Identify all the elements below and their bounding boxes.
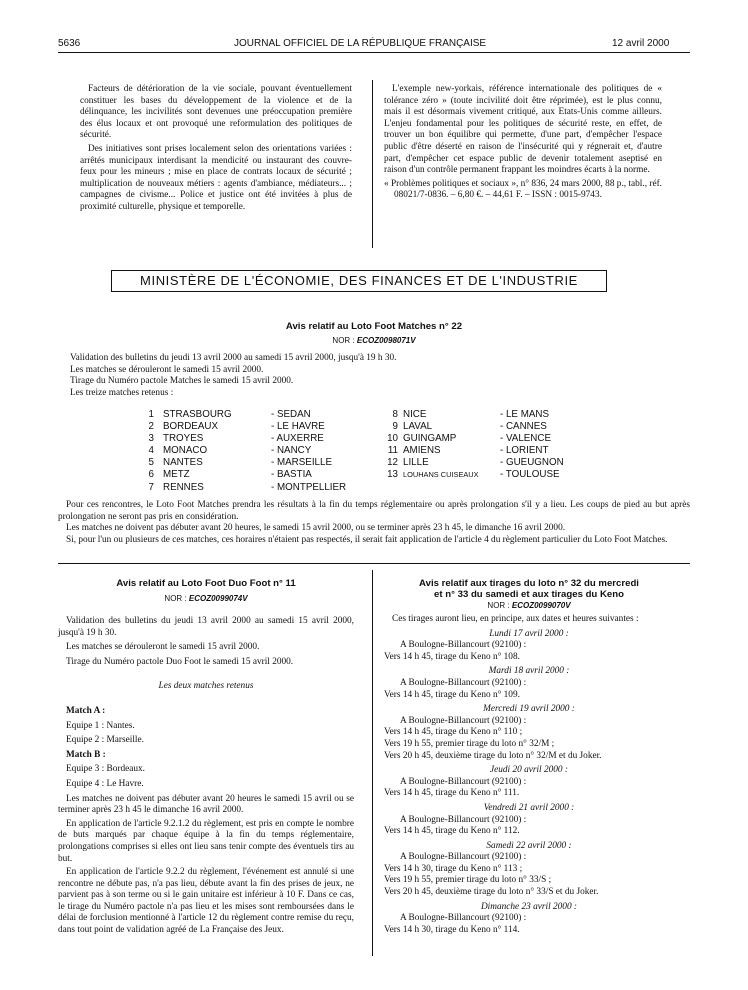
match-row: 7 RENNES - MONTPELLIER bbox=[148, 481, 347, 493]
notice-title: Avis relatif au Loto Foot Matches n° 22 bbox=[285, 321, 463, 332]
column-divider bbox=[372, 80, 373, 248]
draw-line: Vers 19 h 55, premier tirage du loto n° 33/S ; bbox=[384, 875, 552, 886]
reference-note: « Problèmes politiques et sociaux », n° 836, 24 mars 2000, 88 p., tabl., réf. 08021/7-0836. – 6,80 €. – 44,61 F. – ISSN : 0015-9743. bbox=[384, 178, 662, 201]
nor-label: NOR : bbox=[487, 601, 512, 610]
match-row: 2 BORDEAUX - LE HAVRE bbox=[148, 421, 325, 433]
match-row: 8 NICE - LE MANS bbox=[392, 409, 549, 420]
nor-reference bbox=[384, 601, 674, 610]
team-line: Equipe 1 : Nantes. bbox=[66, 720, 135, 731]
paragraph: L'exemple new-yorkais, référence internationale des politiques de « tolérance zéro » (toute incivilité doit être réprimée), est le plus connu, mais il est désormais vivement critiqué, aux Etats-Unis comme ailleurs. L'enjeu fondamental pour les politiques de sécurité reste, en effet, de trouver un bon équilibre qui permette, d'une part, d'empêcher l'espace public d'être déserté en raison de l'insécurité qui y régnerait et, d'autre part, d'empêcher cet espace public de devenir totalement aseptisé en raison d'un contrôle permanent frappant les moindres écarts à la norme. bbox=[384, 84, 662, 176]
place-line: A Boulogne-Billancourt (92100) : bbox=[400, 913, 527, 924]
matches-list-left bbox=[130, 409, 346, 494]
match-row: 10 GUINGAMP - VALENCE bbox=[387, 433, 551, 445]
draw-line: Vers 14 h 45, tirage du Keno n° 108. bbox=[384, 651, 520, 662]
draw-line: Vers 20 h 45, deuxième tirage du loto n° 32/M et du Joker. bbox=[384, 750, 602, 761]
match-row: 1 STRASBOURG - SEDAN bbox=[148, 409, 311, 420]
place-line: A Boulogne-Billancourt (92100) : bbox=[400, 814, 527, 825]
day-heading: Mardi 18 avril 2000 : bbox=[488, 666, 570, 677]
keno-column bbox=[384, 614, 674, 936]
keno-intro: Ces tirages auront lieu, en principe, aux dates et heures suivantes : bbox=[392, 614, 639, 624]
nor-label: NOR : bbox=[332, 336, 357, 345]
match-row: 5 NANTES - MARSEILLE bbox=[148, 457, 332, 469]
place-line: A Boulogne-Billancourt (92100) : bbox=[400, 852, 527, 863]
match-row: 6 METZ - BASTIA bbox=[148, 469, 312, 481]
matches-list-right bbox=[370, 409, 564, 482]
notice-title: Avis relatif au Loto Foot Duo Foot n° 11 bbox=[116, 578, 296, 589]
duo-subtitle: Les deux matches retenus bbox=[158, 681, 254, 692]
pactole-line: Tirage du Numéro pactole Duo Foot le samedi 15 avril 2000. bbox=[66, 656, 294, 667]
title-line: et n° 33 du samedi et aux tirages du Keno bbox=[434, 589, 624, 600]
loto22-conditions bbox=[58, 500, 690, 546]
draw-line: Vers 14 h 45, tirage du Keno n° 110 ; bbox=[384, 727, 523, 738]
match-row: 12 LILLE - GUEUGNON bbox=[387, 457, 564, 469]
paragraph: Si, pour l'un ou plusieurs de ces matches, ces horaires n'étaient pas respectés, il serait fait application de l'article 4 du règlement particulier du Loto Foot Matches. bbox=[66, 534, 668, 545]
top-left-column bbox=[80, 84, 352, 214]
matches-list-intro: Les treize matches retenus : bbox=[70, 387, 174, 398]
ministry-heading: MINISTÈRE DE L'ÉCONOMIE, DES FINANCES ET DE L'INDUSTRIE bbox=[111, 270, 607, 292]
paragraph: Les matches ne doivent pas débuter avant 20 heures, le samedi 15 avril 2000, ou se terminer après 23 h 45, le dimanche 16 avril 2000. bbox=[66, 523, 566, 534]
team-line: Equipe 3 : Bordeaux. bbox=[66, 764, 146, 775]
match-row: 9 LAVAL - CANNES bbox=[392, 421, 547, 433]
paragraph: Des initiatives sont prises localement selon des orientations variées : arrêtés municipaux interdisant la mendicité ou instaurant des couvre-feux pour les mineurs ; mise en place de contrats locaux de sécurité ; multiplication de nouveaux métiers : agents d'ambiance, médiateurs... ; campagnes de civisme... Police et justice ont été invitées à plus de proximité culturelle, physique et temporelle. bbox=[80, 143, 352, 212]
day-heading: Lundi 17 avril 2000 : bbox=[489, 628, 569, 639]
team-line: Equipe 4 : Le Havre. bbox=[66, 778, 144, 789]
draw-line: Vers 20 h 45, deuxième tirage du loto n° 33/S et du Joker. bbox=[384, 887, 599, 898]
header-date: 12 avril 2000 bbox=[612, 38, 670, 49]
paragraph: En application de l'article 9.2.1.2 du règlement, est pris en compte le nombre de buts marqués par chaque équipe à la fin du temps réglementaire, prolongations comprises si elles ont lieu sans tenir compte des éventuels tirs au but. bbox=[58, 818, 354, 864]
draw-line: Vers 14 h 45, tirage du Keno n° 109. bbox=[384, 689, 520, 700]
nor-reference bbox=[58, 336, 690, 345]
draw-line: Vers 14 h 45, tirage du Keno n° 112. bbox=[384, 826, 520, 837]
draw-line: Vers 14 h 45, tirage du Keno n° 111. bbox=[384, 788, 520, 799]
place-line: A Boulogne-Billancourt (92100) : bbox=[400, 640, 527, 651]
matches-date-line: Les matches se dérouleront le samedi 15 avril 2000. bbox=[66, 642, 260, 653]
match-b-label: Match B : bbox=[66, 749, 106, 760]
day-heading: Jeudi 20 avril 2000 : bbox=[490, 765, 568, 776]
nor-code: ECOZ0098071V bbox=[356, 336, 416, 345]
match-row: 3 TROYES - AUXERRE bbox=[148, 433, 324, 445]
pactole-line: Tirage du Numéro pactole Matches le samedi 15 avril 2000. bbox=[70, 376, 294, 387]
header-rule bbox=[58, 52, 690, 53]
day-heading: Vendredi 21 avril 2000 : bbox=[483, 802, 575, 813]
validation-line: Validation des bulletins du jeudi 13 avril 2000 au samedi 15 avril 2000, jusqu'à 19 h 30. bbox=[58, 616, 354, 638]
column-divider bbox=[372, 570, 373, 956]
place-line: A Boulogne-Billancourt (92100) : bbox=[400, 677, 527, 688]
day-heading: Dimanche 23 avril 2000 : bbox=[480, 901, 578, 912]
match-row: 13 LOUHANS CUISEAUX - TOULOUSE bbox=[387, 469, 560, 481]
page-number: 5636 bbox=[58, 38, 81, 49]
duo-column bbox=[58, 616, 354, 937]
draw-line: Vers 14 h 30, tirage du Keno n° 113 ; bbox=[384, 863, 523, 874]
match-row: 11 AMIENS - LORIENT bbox=[387, 445, 549, 457]
place-line: A Boulogne-Billancourt (92100) : bbox=[400, 776, 527, 787]
nor-label: NOR : bbox=[164, 594, 189, 603]
nor-code: ECOZ0099074V bbox=[188, 594, 248, 603]
validation-line: Validation des bulletins du jeudi 13 avril 2000 au samedi 15 avril 2000, jusqu'à 19 h 30. bbox=[70, 353, 397, 363]
draw-line: Vers 14 h 30, tirage du Keno n° 114. bbox=[384, 924, 520, 935]
notice-title bbox=[384, 578, 674, 600]
title-line: Avis relatif aux tirages du loto n° 32 du mercredi bbox=[419, 578, 639, 589]
top-right-column bbox=[384, 84, 662, 202]
paragraph: En application de l'article 9.2.2 du règlement, l'événement est annulé si une rencontre ne débute pas, n'a pas lieu, débute avant la fin des prises de jeux, ne parvient pas à son terme ou si le gain unitaire est inférieur à 10 F. Dans ce cas, le tirage du Numéro pactole n'a pas lieu et les mises sont remboursées dans le délai de forclusion mentionné à l'article 12 du règlement contre remise du reçu, dans tout point de validation agréé de La Française des Jeux. bbox=[58, 867, 354, 936]
nor-reference bbox=[58, 594, 354, 603]
section-rule bbox=[58, 563, 690, 564]
paragraph: Facteurs de détérioration de la vie sociale, pouvant éventuellement constituer les bases du développement de la violence et de la délinquance, les incivilités sont devenues une préoccupation première des élus locaux et ont provoqué une reformulation des politiques de sécurité. bbox=[80, 84, 352, 141]
paragraph: Pour ces rencontres, le Loto Foot Matches prendra les résultats à la fin du temps réglementaire ou après prolongation s'il y a lieu. Les coups de pied au but après prolongation ne seront pas pris en considération. bbox=[58, 500, 690, 522]
nor-code: ECOZ0099070V bbox=[511, 601, 571, 610]
day-heading: Samedi 22 avril 2000 : bbox=[486, 840, 572, 851]
draw-line: Vers 19 h 55, premier tirage du loto n° 32/M ; bbox=[384, 738, 555, 749]
place-line: A Boulogne-Billancourt (92100) : bbox=[400, 715, 527, 726]
journal-title: JOURNAL OFFICIEL DE LA RÉPUBLIQUE FRANÇAISE bbox=[234, 38, 487, 49]
paragraph: Les matches ne doivent pas débuter avant 20 heures le samedi 15 avril ou se terminer après 23 h 45 le dimanche 16 avril 2000. bbox=[58, 793, 354, 816]
match-row: 4 MONACO - NANCY bbox=[148, 445, 312, 457]
match-a-label: Match A : bbox=[66, 705, 106, 716]
loto22-intro bbox=[70, 353, 680, 399]
day-heading: Mercredi 19 avril 2000 : bbox=[483, 704, 575, 715]
matches-date-line: Les matches se dérouleront le samedi 15 avril 2000. bbox=[70, 364, 264, 375]
team-line: Equipe 2 : Marseille. bbox=[66, 735, 144, 746]
